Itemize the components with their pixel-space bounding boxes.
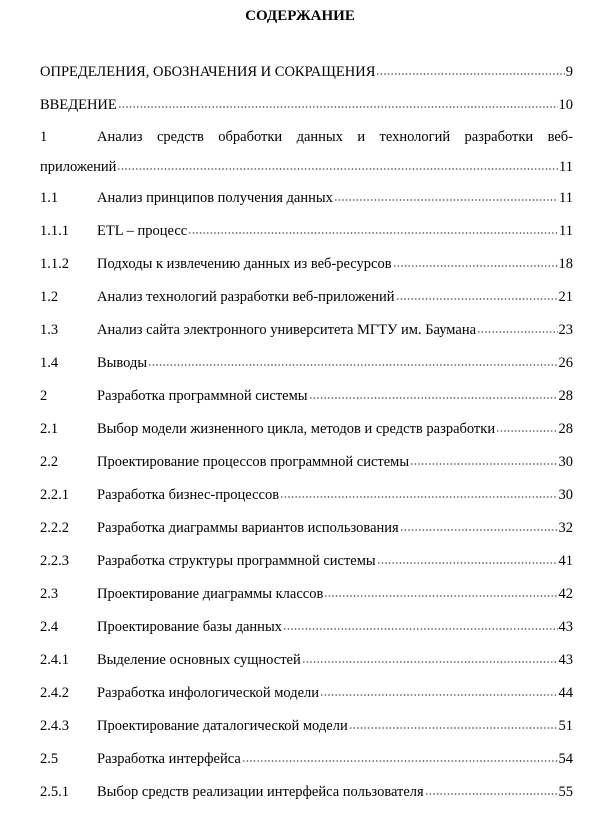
toc-entry-title	[97, 122, 573, 152]
toc-entry[interactable]	[40, 248, 573, 281]
toc-entry-page: 21	[558, 289, 573, 305]
toc-entry-number: 1.1	[40, 190, 59, 206]
dot-leader	[376, 73, 564, 75]
toc-entry[interactable]	[40, 281, 573, 314]
toc-entry[interactable]	[40, 182, 573, 215]
toc-entry[interactable]	[40, 479, 573, 512]
toc-entry[interactable]	[40, 578, 573, 611]
toc-entry-title: Выбор модели жизненного цикла, методов и средств разработки	[97, 421, 496, 437]
toc-entry[interactable]	[40, 347, 573, 380]
toc-entry[interactable]	[40, 743, 573, 776]
toc-entry-title: Выбор средств реализации интерфейса пользователя	[97, 784, 424, 800]
toc-entry-number: 2.4	[40, 619, 59, 635]
toc-entry-title: Разработка бизнес-процессов	[97, 487, 280, 503]
toc-entry-page: 43	[558, 619, 573, 635]
toc-entry-page: 51	[558, 718, 573, 734]
toc-entry-page: 28	[558, 388, 573, 404]
dot-leader	[117, 168, 558, 170]
toc-entry-title: Разработка диаграммы вариантов использования	[97, 520, 399, 536]
toc-entry-page: 11	[559, 190, 573, 206]
toc-entry-number: 1	[40, 129, 48, 145]
toc-entry-title: ETL – процесс	[97, 223, 188, 239]
toc-entry-title: ВВЕДЕНИЕ	[40, 97, 117, 113]
title-word: средств	[156, 129, 204, 145]
toc-entry-number: 1.3	[40, 322, 59, 338]
toc-entry-number: 2.1	[40, 421, 59, 437]
toc-entry-number: 1.4	[40, 355, 59, 371]
dot-leader	[242, 760, 558, 762]
dot-leader	[496, 430, 557, 432]
toc-entry-title: Разработка интерфейса	[97, 751, 241, 767]
toc-entry-number: 2.3	[40, 586, 59, 602]
toc-entry-page: 30	[558, 454, 573, 470]
toc-entry[interactable]	[40, 380, 573, 413]
dot-leader	[393, 265, 558, 267]
toc-entry-page: 26	[558, 355, 573, 371]
toc-entry[interactable]	[40, 611, 573, 644]
toc-entry-title: Анализ технологий разработки веб-приложений	[97, 289, 395, 305]
dot-leader	[324, 595, 557, 597]
toc-entry[interactable]	[40, 545, 573, 578]
toc-entry-number: 2.2.1	[40, 487, 69, 503]
toc-entry-title: Проектирование базы данных	[97, 619, 282, 635]
toc-entry-page: 42	[558, 586, 573, 602]
dot-leader	[349, 727, 558, 729]
toc-entry-number: 2.4.2	[40, 685, 69, 701]
table-of-contents	[40, 56, 573, 809]
title-word: данных	[296, 129, 343, 145]
title-word: разработки	[464, 129, 534, 145]
dot-leader	[188, 232, 558, 234]
toc-entry-title: Выводы	[97, 355, 148, 371]
dot-leader	[377, 562, 558, 564]
toc-entry[interactable]	[40, 512, 573, 545]
toc-entry-number: 2.2.2	[40, 520, 69, 536]
toc-entry-number: 2.4.3	[40, 718, 69, 734]
toc-entry-page: 41	[558, 553, 573, 569]
toc-entry-page: 30	[558, 487, 573, 503]
toc-entry-number: 1.2	[40, 289, 59, 305]
title-word: веб-	[547, 129, 573, 145]
dot-leader	[400, 529, 558, 531]
dot-leader	[410, 463, 557, 465]
toc-entry[interactable]	[40, 89, 573, 122]
toc-entry-title: Выделение основных сущностей	[97, 652, 301, 668]
toc-entry-page: 18	[558, 256, 573, 272]
toc-entry-number: 2.5.1	[40, 784, 69, 800]
toc-entry-page: 55	[558, 784, 573, 800]
dot-leader	[148, 364, 557, 366]
title-word: обработки	[218, 129, 283, 145]
toc-entry-title: Подходы к извлечению данных из веб-ресурсов	[97, 256, 392, 272]
toc-entry[interactable]	[40, 677, 573, 710]
toc-entry-number: 2	[40, 388, 48, 404]
toc-entry-page: 43	[558, 652, 573, 668]
toc-entry-title: ОПРЕДЕЛЕНИЯ, ОБОЗНАЧЕНИЯ И СОКРАЩЕНИЯ	[40, 64, 376, 80]
toc-entry[interactable]	[40, 215, 573, 248]
dot-leader	[283, 628, 558, 630]
toc-entry-title: Анализ сайта электронного университета МГТУ им. Баумана	[97, 322, 477, 338]
toc-entry[interactable]	[40, 413, 573, 446]
toc-entry[interactable]	[40, 776, 573, 809]
toc-entry-title: Разработка структуры программной системы	[97, 553, 376, 569]
dot-leader	[280, 496, 557, 498]
dot-leader	[302, 661, 558, 663]
dot-leader	[334, 199, 558, 201]
toc-entry-title: Разработка инфологической модели	[97, 685, 320, 701]
toc-entry-number: 2.5	[40, 751, 59, 767]
toc-entry[interactable]	[40, 56, 573, 89]
toc-entry-title: Проектирование диаграммы классов	[97, 586, 324, 602]
toc-entry-title: Разработка программной системы	[97, 388, 308, 404]
toc-entry-page: 11	[559, 159, 573, 175]
toc-entry[interactable]	[40, 314, 573, 347]
toc-entry-page: 32	[558, 520, 573, 536]
toc-entry-number: 1.1.2	[40, 256, 69, 272]
toc-entry-page: 11	[559, 223, 573, 239]
dot-leader	[425, 793, 558, 795]
toc-entry[interactable]	[40, 710, 573, 743]
toc-entry-number: 1.1.1	[40, 223, 69, 239]
title-word: Анализ	[97, 129, 143, 145]
toc-entry-number: 2.4.1	[40, 652, 69, 668]
dot-leader	[477, 331, 557, 333]
toc-entry-number: 2.2	[40, 454, 59, 470]
dot-leader	[396, 298, 558, 300]
page-title: СОДЕРЖАНИЕ	[245, 8, 355, 24]
toc-entry-chapter1-line1[interactable]	[40, 122, 573, 152]
toc-entry[interactable]	[40, 446, 573, 479]
dot-leader	[320, 694, 557, 696]
toc-entry-title: Анализ принципов получения данных	[97, 190, 333, 206]
toc-entry[interactable]	[40, 644, 573, 677]
dot-leader	[309, 397, 558, 399]
toc-entry-number: 2.2.3	[40, 553, 69, 569]
toc-entry-page: 9	[565, 64, 573, 80]
toc-entry-page: 44	[558, 685, 573, 701]
toc-entry-page: 23	[558, 322, 573, 338]
toc-entry-title: Проектирование даталогической модели	[97, 718, 348, 734]
dot-leader	[118, 106, 558, 108]
toc-entry-page: 28	[558, 421, 573, 437]
toc-entry-title: Проектирование процессов программной системы	[97, 454, 410, 470]
toc-entry-page: 54	[558, 751, 573, 767]
title-word: и	[357, 129, 366, 145]
title-word: технологий	[379, 129, 451, 145]
toc-entry-chapter1-line2[interactable]	[40, 152, 573, 182]
toc-entry-page: 10	[558, 97, 573, 113]
toc-entry-title-continuation: приложений	[40, 159, 117, 175]
